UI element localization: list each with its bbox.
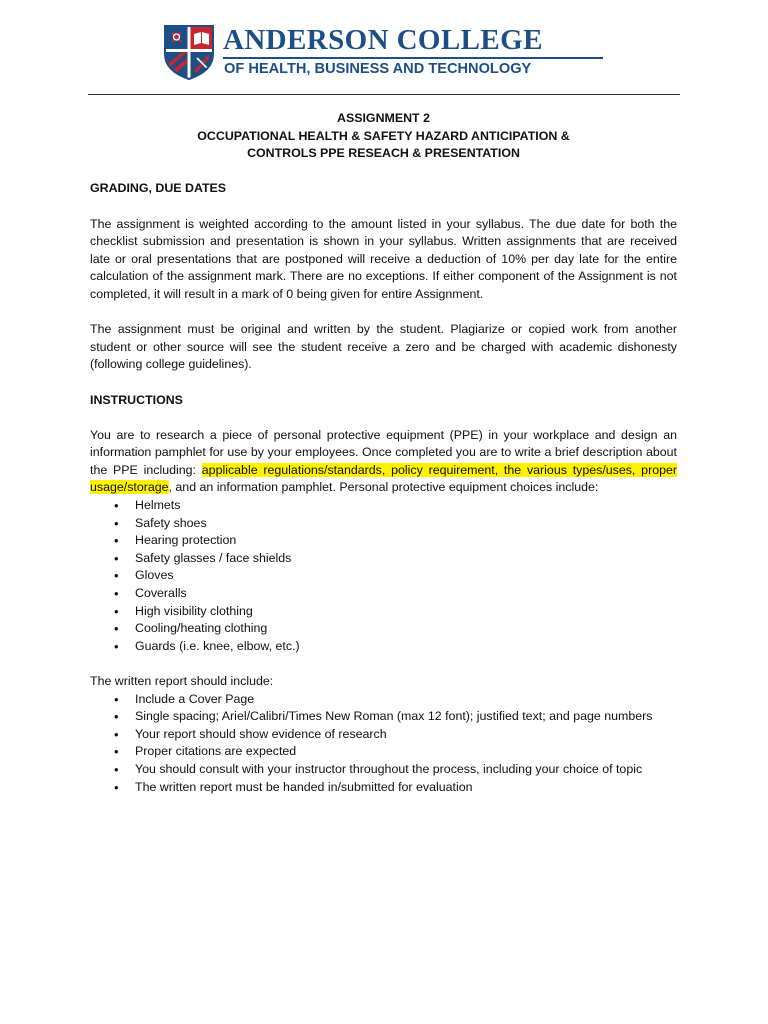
assignment-title-line2: OCCUPATIONAL HEALTH & SAFETY HAZARD ANTICIPATION & — [197, 128, 570, 143]
originality-paragraph: The assignment must be original and written by the student. Plagiarize or copied work from another student or other source will see the student receive a zero and be charged with academic dishonesty (following college guidelines). — [90, 322, 677, 372]
report-intro: The written report should include: — [90, 674, 274, 688]
grading-heading: GRADING, DUE DATES — [90, 181, 227, 196]
list-item: • Hearing protection — [90, 532, 677, 550]
ppe-choices-list — [90, 497, 677, 655]
header-divider — [88, 94, 680, 95]
report-requirements-list — [90, 691, 677, 797]
document-body — [90, 110, 677, 796]
instructions-paragraph — [90, 427, 677, 497]
list-item: • Guards (i.e. knee, elbow, etc.) — [90, 638, 677, 656]
list-item: • Single spacing; Ariel/Calibri/Times New Roman (max 12 font); justified text; and page numbers — [90, 708, 677, 726]
college-header — [163, 24, 608, 80]
instructions-text-before: You are to research a piece of personal protective equipment (PPE) in your workplace and design an information pamphlet for use by your employees. Once completed you are to write a brief description about the PPE including: — [90, 427, 677, 477]
grading-paragraph: The assignment is weighted according to the amount listed in your syllabus. The due date for both the checklist submission and presentation is shown in your syllabus. Written assignments that are received late or oral presentations that are postponed will receive a deduction of 10% per day late for the entire calculation of the assignment mark. There are no exceptions. If either component of the Assignment is not completed, it will result in a mark of 0 being given for entire Assignment. — [90, 216, 677, 301]
list-item: • The written report must be handed in/submitted for evaluation — [90, 779, 677, 797]
college-subtitle: OF HEALTH, BUSINESS AND TECHNOLOGY — [224, 61, 532, 77]
list-item: • Helmets — [90, 497, 677, 515]
assignment-title-line3: CONTROLS PPE RESEACH & PRESENTATION — [247, 146, 520, 161]
list-item: • Your report should show evidence of research — [90, 726, 677, 744]
instructions-text-after: , and an information pamphlet. Personal protective equipment choices include: — [168, 480, 599, 495]
college-name: ANDERSON COLLEGE — [223, 24, 543, 56]
shield-crest-icon — [163, 24, 215, 80]
assignment-title-line1: ASSIGNMENT 2 — [337, 111, 430, 125]
list-item: • Safety shoes — [90, 515, 677, 533]
list-item: • High visibility clothing — [90, 603, 677, 621]
instructions-heading: INSTRUCTIONS — [90, 392, 183, 407]
highlighted-requirements: applicable regulations/standards, policy requirement, the various types/uses, proper usage/storage — [90, 462, 677, 495]
list-item: • Cooling/heating clothing — [90, 620, 677, 638]
list-item: • Include a Cover Page — [90, 691, 677, 709]
list-item: • Proper citations are expected — [90, 743, 677, 761]
list-item: • Coveralls — [90, 585, 677, 603]
list-item: • You should consult with your instructor throughout the process, including your choice of topic — [90, 761, 677, 779]
list-item: • Gloves — [90, 567, 677, 585]
list-item: • Safety glasses / face shields — [90, 550, 677, 568]
brand-divider — [223, 57, 603, 59]
